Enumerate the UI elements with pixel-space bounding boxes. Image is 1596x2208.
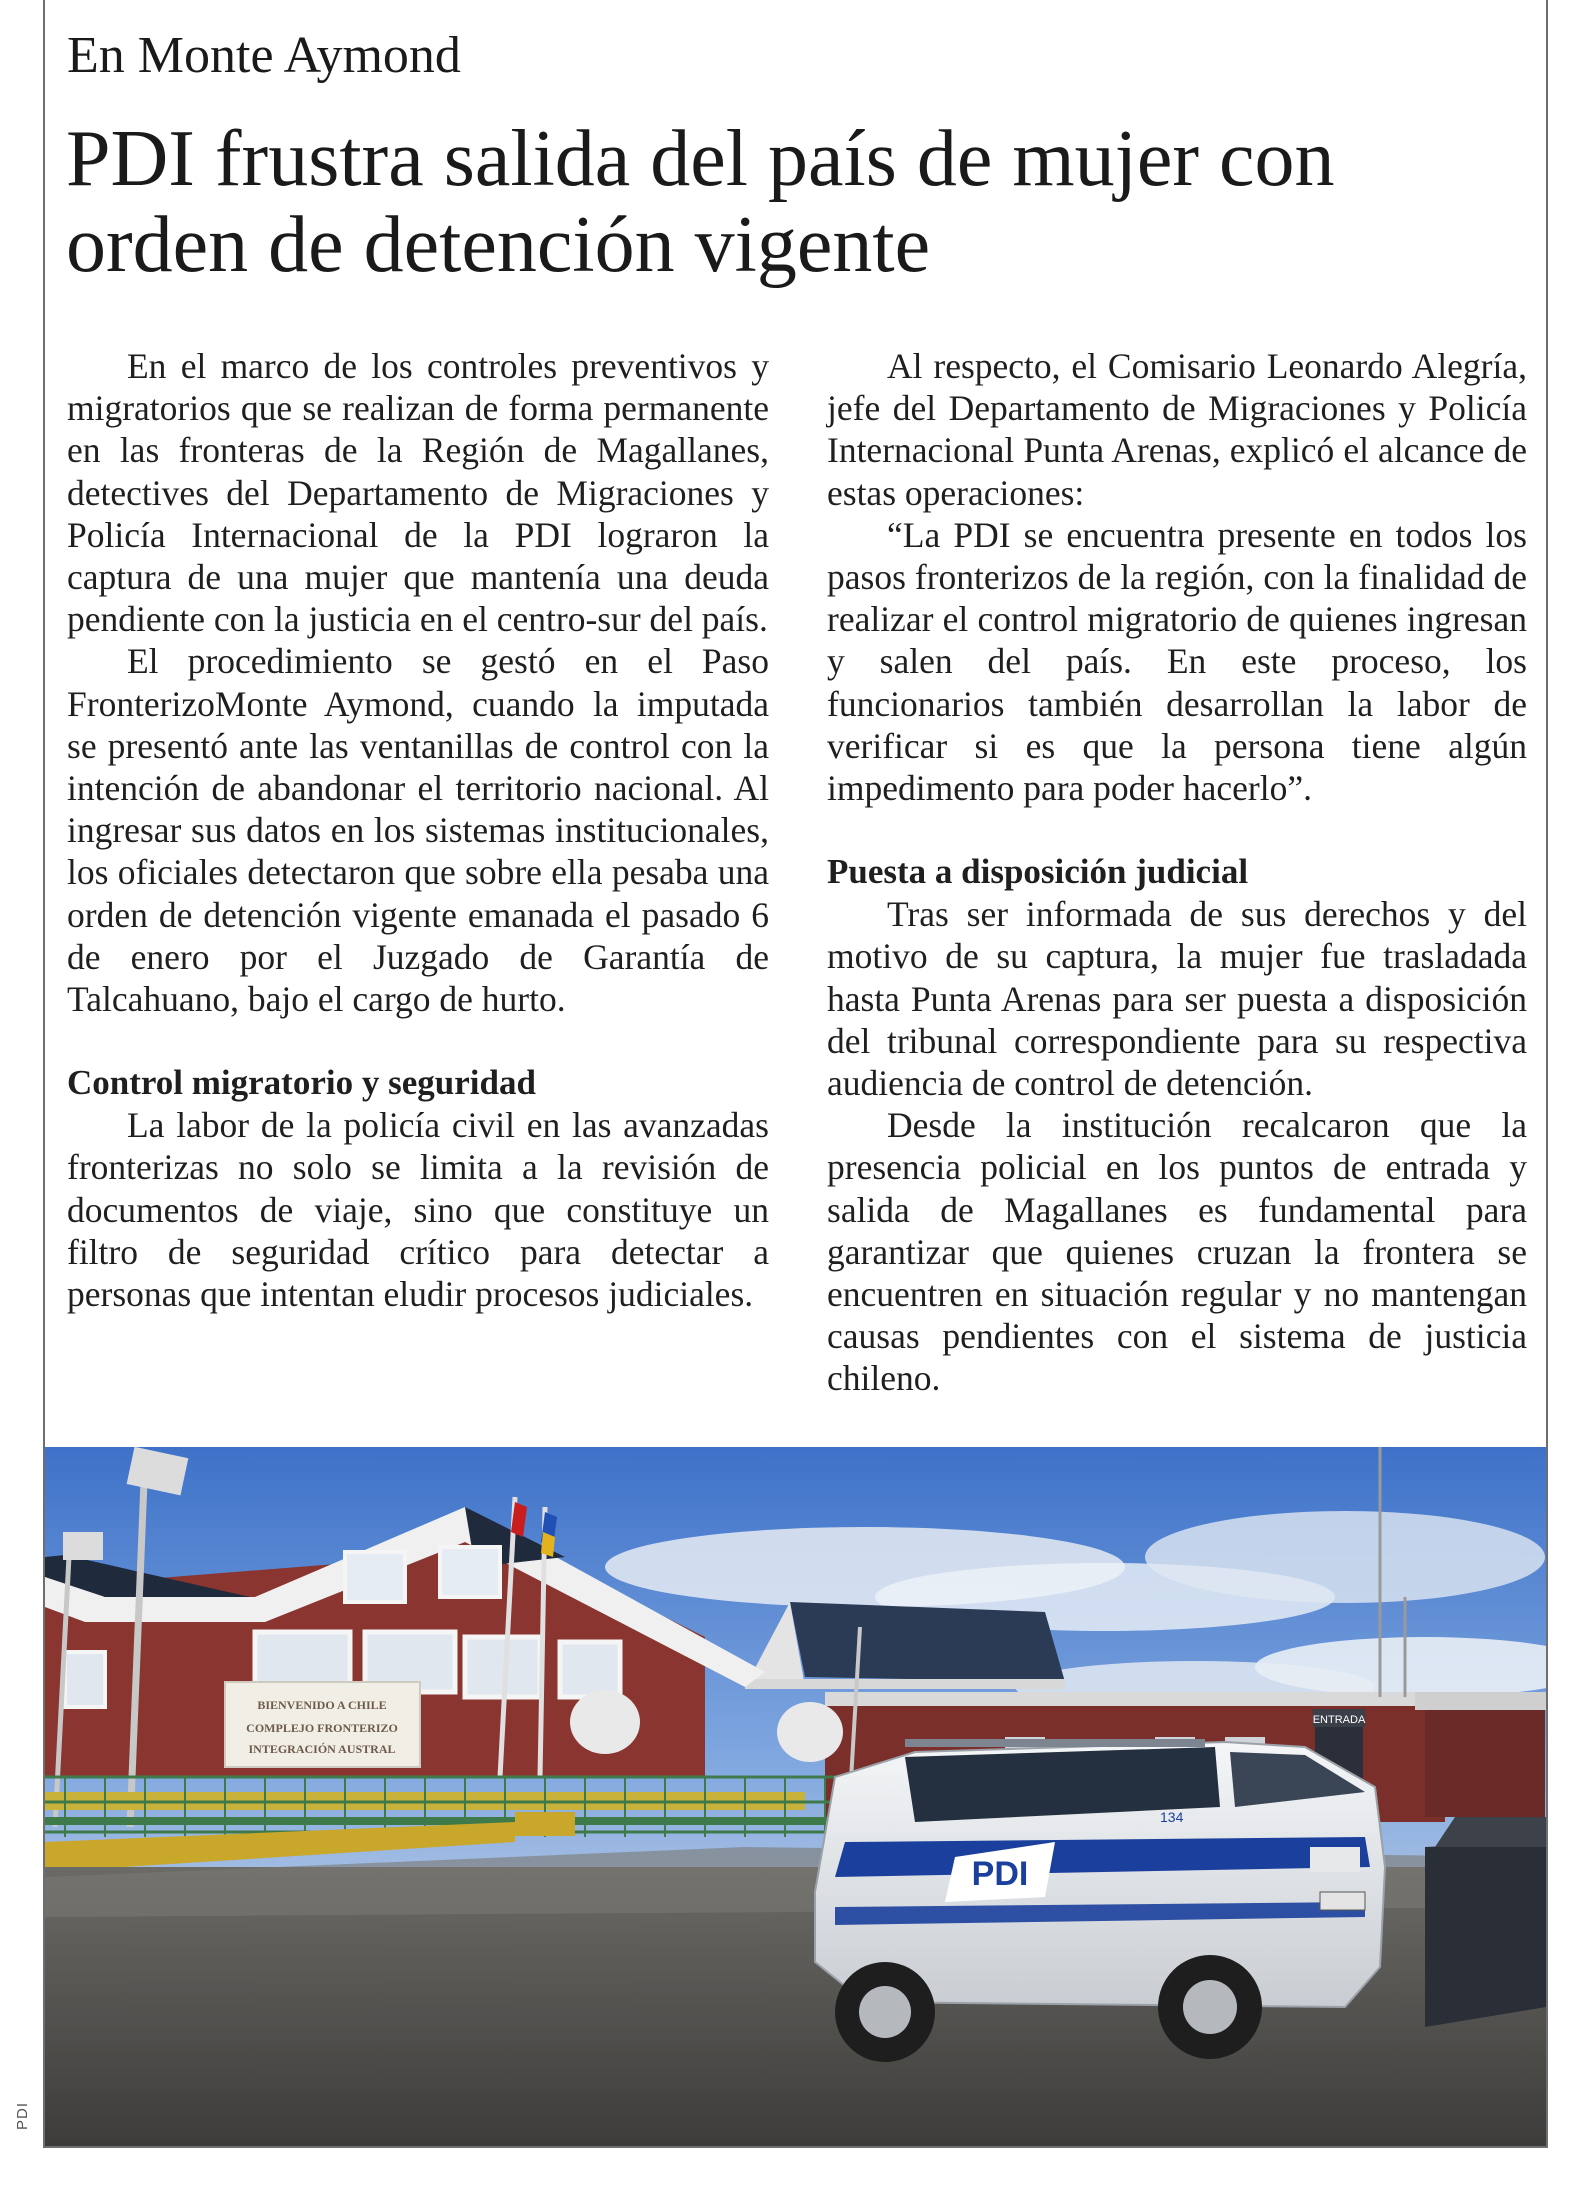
article-headline: PDI frustra salida del país de mujer con orden de detención vigente [66, 115, 1335, 289]
right-column [827, 345, 1527, 1400]
sign-line-2: COMPLEJO FRONTERIZO [246, 1721, 398, 1735]
paragraph: En el marco de los controles preventivos y migratorios que se realizan de forma permanente en las fronteras de la Región de Magallanes, detectives del Departamento de Migraciones y Policía Internacional de la PDI lograron la captura de una mujer que mantenía una deuda pendiente con la justicia en el centro-sur del país. [67, 346, 769, 640]
sign-line-1: BIENVENIDO A CHILE [257, 1698, 387, 1712]
paragraph: “La PDI se encuentra presente en todos los pasos fronterizos de la región, con la finalidad de realizar el control migratorio de quienes ingresan y salen del país. En este proceso, los funcionarios también desarrollan la labor de verificar si es que la persona tiene algún impedimento para poder hacerlo”. [827, 514, 1527, 809]
left-column [67, 345, 769, 1315]
paragraph: Al respecto, el Comisario Leonardo Alegría, jefe del Departamento de Migraciones y Policía Internacional Punta Arenas, explicó el alcance de estas operaciones: [827, 346, 1527, 513]
section-subhead: Control migratorio y seguridad [67, 1063, 536, 1103]
article-kicker: En Monte Aymond [67, 27, 461, 84]
vehicle-number: 134 [1160, 1809, 1184, 1825]
vehicle-logo: PDI [971, 1855, 1029, 1893]
border-complex-photo [45, 1447, 1546, 2146]
paragraph: Desde la institución recalcaron que la presencia policial en los puntos de entrada y salida de Magallanes es fundamental para garantizar que quienes cruzan la frontera se encuentren en situación regular y no mantengan causas pendientes con el sistema de justicia chileno. [827, 1105, 1527, 1399]
entry-sign: ENTRADA [1312, 1714, 1366, 1726]
section-subhead: Puesta a disposición judicial [827, 852, 1249, 892]
paragraph: El procedimiento se gestó en el Paso FronterizoMonte Aymond, cuando la imputada se presentó ante las ventanillas de control con la intención de abandonar el territorio nacional. Al ingresar sus datos en los sistemas institucionales, los oficiales detectaron que sobre ella pesaba una orden de detención vigente emanada el pasado 6 de enero por el Juzgado de Garantía de Talcahuano, bajo el cargo de hurto. [67, 641, 769, 1020]
paragraph: La labor de la policía civil en las avanzadas fronterizas no solo se limita a la revisión de documentos de viaje, sino que constituye un filtro de seguridad crítico para detectar a personas que intentan eludir procesos judiciales. [67, 1105, 769, 1315]
sign-line-3: INTEGRACIÓN AUSTRAL [248, 1742, 396, 1756]
photo-credit: PDI [14, 2101, 31, 2130]
paragraph: Tras ser informada de sus derechos y del motivo de su captura, la mujer fue trasladada hasta Punta Arenas para ser puesta a disposición del tribunal correspondiente para su respectiva audiencia de control de detención. [827, 894, 1527, 1104]
